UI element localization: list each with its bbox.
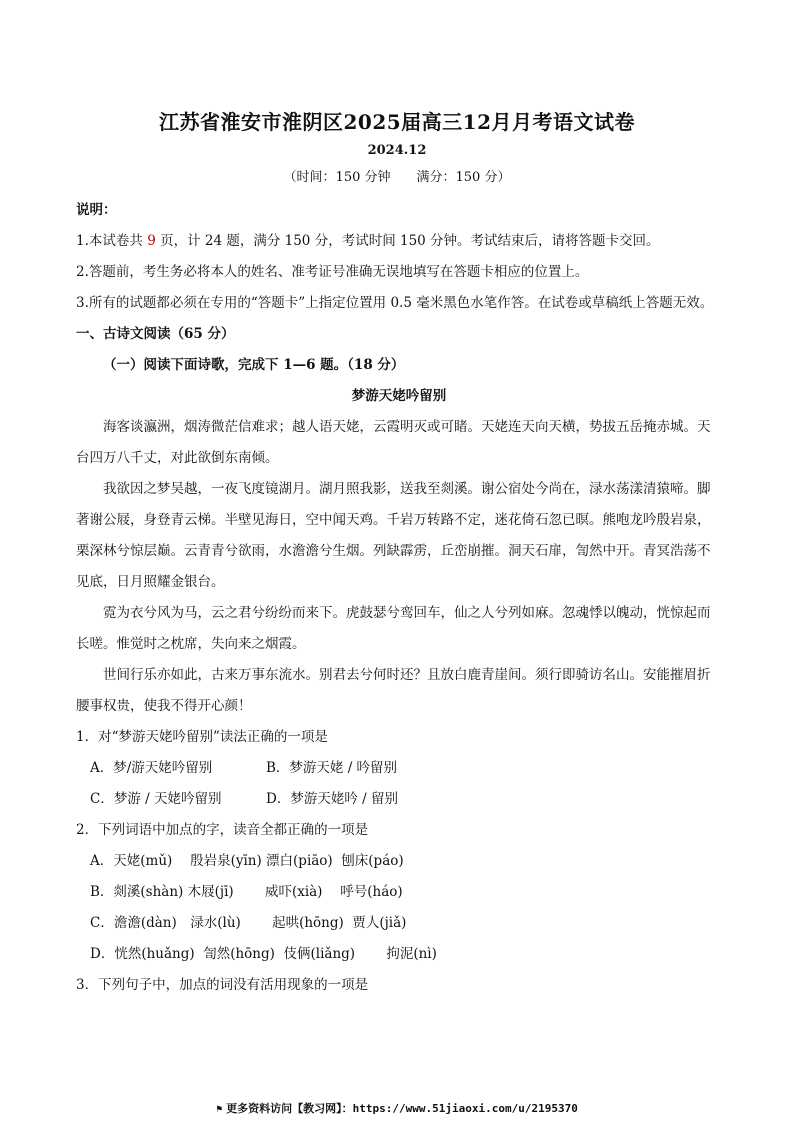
time-info: （时间：150 分钟 满分：150 分） bbox=[283, 170, 511, 185]
poem-paragraph: 霓为衣兮风为马，云之君兮纷纷而来下。虎鼓瑟兮鸾回车，仙之人兮列如麻。忽魂悸以魄动，恍惊起而长嗟。惟觉时之枕席，失向来之烟霞。 bbox=[76, 605, 711, 652]
option-c: C．澹澹(dàn) 渌水(lù) 起哄(hōng) 贾人(jiǎ) bbox=[90, 915, 407, 931]
question-stem: 1．对“梦游天姥吟留别”读法正确的一项是 bbox=[76, 729, 328, 745]
flag-icon: ⚑ bbox=[216, 1104, 223, 1115]
question-stem: 3．下列句子中，加点的词没有活用现象的一项是 bbox=[76, 977, 369, 993]
poem-paragraph: 世间行乐亦如此，古来万事东流水。别君去兮何时还？且放白鹿青崖间。须行即骑访名山。安能摧眉折腰事权贵，使我不得开心颜！ bbox=[76, 667, 711, 714]
instruction-item-1: 1.本试卷共 9 页，计 24 题，满分 150 分，考试时间 150 分钟。考试结束后，请将答题卡交回。 bbox=[76, 233, 660, 249]
exam-content bbox=[76, 195, 722, 1001]
instruction-item-3: 3.所有的试题都必须在专用的“答题卡”上指定位置用 0.5 毫米黑色水笔作答。在试卷或草稿纸上答题无效。 bbox=[76, 295, 714, 311]
page-count: 9 bbox=[147, 233, 156, 249]
footer-text: 更多资料访问【教习网】：https://www.51jiaoxi.com/u/2195370 bbox=[226, 1102, 578, 1115]
option-d: D．恍然(huǎng) 訇然(hōng) 伎俩(liǎng) 拘泥(nì) bbox=[90, 946, 437, 962]
option-d: D．梦游天姥吟 / 留别 bbox=[266, 791, 398, 807]
question-stem: 2．下列词语中加点的字，读音全都正确的一项是 bbox=[76, 822, 369, 838]
exam-date: 2024.12 bbox=[367, 143, 427, 158]
page-title: 江苏省淮安市淮阴区2025届高三12月月考语文试卷 bbox=[159, 110, 635, 134]
footer-link[interactable] bbox=[0, 1100, 794, 1116]
instruction-item-2: 2.答题前，考生务必将本人的姓名、准考证号准确无误地填写在答题卡相应的位置上。 bbox=[76, 264, 589, 280]
section-heading: 一、古诗文阅读（65 分） bbox=[76, 326, 235, 342]
option-c: C．梦游 / 天姥吟留别 bbox=[90, 791, 222, 807]
option-a: A．梦/游天姥吟留别 bbox=[90, 760, 213, 776]
instructions-label: 说明： bbox=[76, 202, 117, 218]
question-options-row bbox=[76, 753, 722, 784]
question-options-row bbox=[76, 784, 722, 815]
section-subheading: （一）阅读下面诗歌，完成下 1—6 题。（18 分） bbox=[103, 357, 405, 373]
poem-paragraph: 海客谈瀛洲，烟涛微茫信难求；越人语天姥，云霞明灭或可睹。天姥连天向天横，势拔五岳掩赤城。天台四万八千丈，对此欲倒东南倾。 bbox=[76, 419, 711, 466]
option-b: B．剡溪(shàn) 木屐(jī) 威吓(xià) 呼号(háo) bbox=[90, 884, 403, 900]
poem-paragraph: 我欲因之梦吴越，一夜飞度镜湖月。湖月照我影，送我至剡溪。谢公宿处今尚在，渌水荡漾清猿啼。脚著谢公屐，身登青云梯。半壁见海日，空中闻天鸡。千岩万转路不定，迷花倚石忽已暝。熊咆龙吟殷岩泉，栗深林兮惊层巅。云青青兮欲雨，水澹澹兮生烟。列缺霹雳，丘峦崩摧。洞天石扉，訇然中开。青冥浩荡不见底，日月照耀金银台。 bbox=[76, 481, 711, 590]
option-a: A．天姥(mǔ) 殷岩泉(yīn) 漂白(piāo) 刨床(páo) bbox=[90, 853, 404, 869]
poem-title: 梦游天姥吟留别 bbox=[351, 388, 447, 404]
option-b: B．梦游天姥 / 吟留别 bbox=[266, 760, 398, 776]
